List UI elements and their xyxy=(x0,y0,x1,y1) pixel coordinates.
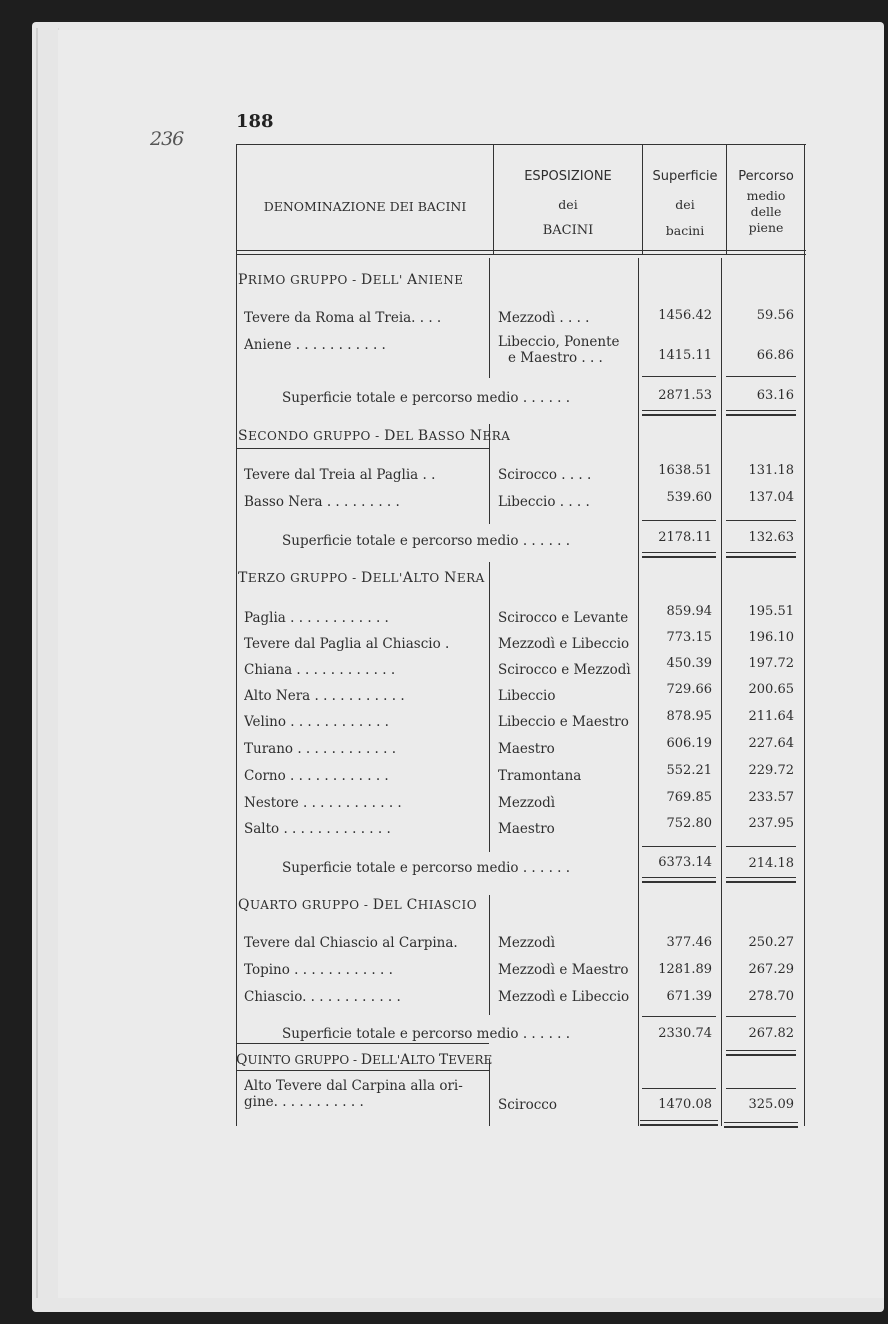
row-course: 137.04 xyxy=(748,490,794,505)
total-course: 63.16 xyxy=(756,388,794,403)
header-denominazione: DENOMINAZIONE DEI BACINI xyxy=(263,199,467,214)
header-esposizione-3: BACINI xyxy=(542,223,594,238)
header-percorso-4: piene xyxy=(748,220,784,235)
row-exposure: Libeccio e Maestro xyxy=(498,714,629,730)
header-rule-2 xyxy=(236,254,806,255)
group-title: PRIMO GRUPPO - DELL' ANIENE xyxy=(238,272,464,288)
total-label: Superficie totale e percorso medio . . . . . . xyxy=(282,1026,571,1042)
row-course: 229.72 xyxy=(748,763,794,778)
group-title-rule xyxy=(236,1070,489,1071)
row-exposure: Mezzodì e Libeccio xyxy=(498,636,630,652)
row-course: 211.64 xyxy=(748,709,794,724)
total-area: 2178.11 xyxy=(658,530,712,545)
row-name: Topino . . . . . . . . . . . . xyxy=(244,962,393,978)
row-name: Turano . . . . . . . . . . . . xyxy=(244,741,397,757)
row-area: 859.94 xyxy=(666,604,712,619)
sum-rule xyxy=(726,846,796,847)
row-area: 539.60 xyxy=(666,490,712,505)
row-name: Chiascio. . . . . . . . . . . . xyxy=(244,989,401,1005)
table-left-border xyxy=(236,144,237,1126)
page-edges xyxy=(36,28,59,1298)
row-name: Paglia . . . . . . . . . . . . xyxy=(244,610,389,626)
sum-rule xyxy=(642,1016,716,1017)
total-label: Superficie totale e percorso medio . . . . . . xyxy=(282,390,571,406)
header-rule-1 xyxy=(236,250,806,251)
group-title-rule xyxy=(236,448,489,449)
sum-rule xyxy=(642,376,716,377)
header-esposizione-1: ESPOSIZIONE xyxy=(524,169,612,184)
total-double-rule xyxy=(642,552,716,558)
row-exposure: Maestro xyxy=(498,821,555,837)
group-title: QUARTO GRUPPO - DEL CHIASCIO xyxy=(238,897,478,913)
name-col-divider-4 xyxy=(489,895,490,1015)
row-area: 729.66 xyxy=(666,682,712,697)
sum-rule xyxy=(726,520,796,521)
header-superficie-3: bacini xyxy=(665,223,705,238)
row-name: Chiana . . . . . . . . . . . . xyxy=(244,662,396,678)
row-course: 325.09 xyxy=(748,1097,794,1112)
row-exposure: Mezzodì xyxy=(498,935,556,951)
row-name: Corno . . . . . . . . . . . . xyxy=(244,768,389,784)
col-divider-header-1 xyxy=(493,144,494,254)
row-area: 769.85 xyxy=(666,790,712,805)
total-double-rule xyxy=(642,877,716,883)
row-area: 450.39 xyxy=(666,656,712,671)
table-top-rule xyxy=(236,144,806,145)
row-area: 1415.11 xyxy=(658,348,712,363)
row-name: Tevere da Roma al Treia. . . . xyxy=(244,310,442,326)
row-area: 878.95 xyxy=(666,709,712,724)
row-exposure-cont: e Maestro . . . xyxy=(508,350,603,366)
row-course: 131.18 xyxy=(748,463,794,478)
group-title: TERZO GRUPPO - DELL'ALTO NERA xyxy=(238,570,485,586)
row-area: 552.21 xyxy=(666,763,712,778)
row-course: 278.70 xyxy=(748,989,794,1004)
row-course: 196.10 xyxy=(748,630,794,645)
row-name: Tevere dal Chiascio al Carpina. xyxy=(244,935,458,951)
total-label: Superficie totale e percorso medio . . . . . . xyxy=(282,533,571,549)
header-superficie-1: Superficie xyxy=(652,169,718,184)
sum-rule xyxy=(642,846,716,847)
row-course: 200.65 xyxy=(748,682,794,697)
row-name-cont: gine. . . . . . . . . . . xyxy=(244,1094,364,1110)
exposure-col-divider xyxy=(638,258,639,1126)
row-course: 59.56 xyxy=(756,308,794,323)
total-double-rule xyxy=(726,1050,796,1056)
total-course: 132.63 xyxy=(748,530,794,545)
header-esposizione-2: dei xyxy=(558,197,578,212)
row-exposure: Mezzodì e Maestro xyxy=(498,962,629,978)
row-course: 233.57 xyxy=(748,790,794,805)
row-name: Alto Tevere dal Carpina alla ori- xyxy=(244,1078,463,1094)
row-exposure: Scirocco xyxy=(498,1097,557,1113)
group-title-rule xyxy=(236,1043,489,1044)
header-superficie-2: dei xyxy=(675,197,695,212)
sum-rule xyxy=(726,1016,796,1017)
row-exposure: Libeccio, Ponente xyxy=(498,334,620,350)
sum-rule xyxy=(642,1088,716,1089)
row-exposure: Libeccio . . . . xyxy=(498,494,590,510)
header-percorso-2: medio xyxy=(746,188,786,203)
row-exposure: Tramontana xyxy=(498,768,582,784)
row-area: 752.80 xyxy=(666,816,712,831)
total-course: 214.18 xyxy=(748,856,794,871)
row-area: 1470.08 xyxy=(658,1097,712,1112)
col-divider-header-3 xyxy=(726,144,727,254)
header-percorso-3: delle xyxy=(750,204,782,219)
row-exposure: Scirocco e Mezzodì xyxy=(498,662,631,678)
row-course: 66.86 xyxy=(756,348,794,363)
col-divider-header-2 xyxy=(642,144,643,254)
row-area: 606.19 xyxy=(666,736,712,751)
row-course: 195.51 xyxy=(748,604,794,619)
total-course: 267.82 xyxy=(748,1026,794,1041)
total-double-rule xyxy=(726,877,796,883)
row-course: 227.64 xyxy=(748,736,794,751)
row-name: Nestore . . . . . . . . . . . . xyxy=(244,795,402,811)
sum-rule xyxy=(642,520,716,521)
row-course: 250.27 xyxy=(748,935,794,950)
row-name: Salto . . . . . . . . . . . . . xyxy=(244,821,391,837)
row-area: 1281.89 xyxy=(658,962,712,977)
group-title: QUINTO GRUPPO - DELL'ALTO TEVERE xyxy=(236,1052,493,1068)
row-area: 773.15 xyxy=(666,630,712,645)
name-col-divider-1 xyxy=(489,258,490,378)
row-course: 237.95 xyxy=(748,816,794,831)
row-exposure: Maestro xyxy=(498,741,555,757)
row-area: 671.39 xyxy=(666,989,712,1004)
row-exposure: Libeccio xyxy=(498,688,556,704)
row-name: Alto Nera . . . . . . . . . . . xyxy=(244,688,405,704)
total-double-rule xyxy=(726,410,796,416)
row-exposure: Mezzodì e Libeccio xyxy=(498,989,630,1005)
row-name: Tevere dal Treia al Paglia . . xyxy=(244,467,436,483)
table-right-border xyxy=(804,144,805,1126)
name-col-divider-3 xyxy=(489,562,490,852)
total-double-rule xyxy=(724,1122,798,1128)
total-double-rule xyxy=(642,410,716,416)
row-course: 197.72 xyxy=(748,656,794,671)
total-label: Superficie totale e percorso medio . . . . . . xyxy=(282,860,571,876)
total-double-rule xyxy=(726,552,796,558)
row-area: 377.46 xyxy=(666,935,712,950)
header-percorso-1: Percorso xyxy=(738,169,794,184)
total-double-rule xyxy=(640,1120,718,1126)
total-area: 2871.53 xyxy=(658,388,712,403)
row-exposure: Mezzodì . . . . xyxy=(498,310,590,326)
total-area: 2330.74 xyxy=(658,1026,712,1041)
page-number: 188 xyxy=(236,111,274,132)
row-name: Tevere dal Paglia al Chiascio . xyxy=(244,636,450,652)
group-title: SECONDO GRUPPO - DEL BASSO NERA xyxy=(238,428,511,444)
row-exposure: Scirocco e Levante xyxy=(498,610,629,626)
row-exposure: Mezzodì xyxy=(498,795,556,811)
margin-note: 236 xyxy=(150,128,184,150)
row-name: Basso Nera . . . . . . . . . xyxy=(244,494,400,510)
total-area: 6373.14 xyxy=(658,855,712,870)
row-name: Aniene . . . . . . . . . . . xyxy=(244,337,386,353)
row-exposure: Scirocco . . . . xyxy=(498,467,592,483)
row-name: Velino . . . . . . . . . . . . xyxy=(244,714,389,730)
sum-rule xyxy=(726,1088,796,1089)
row-course: 267.29 xyxy=(748,962,794,977)
sum-rule xyxy=(726,376,796,377)
row-area: 1638.51 xyxy=(658,463,712,478)
row-area: 1456.42 xyxy=(658,308,712,323)
name-col-divider-5 xyxy=(489,1060,490,1126)
